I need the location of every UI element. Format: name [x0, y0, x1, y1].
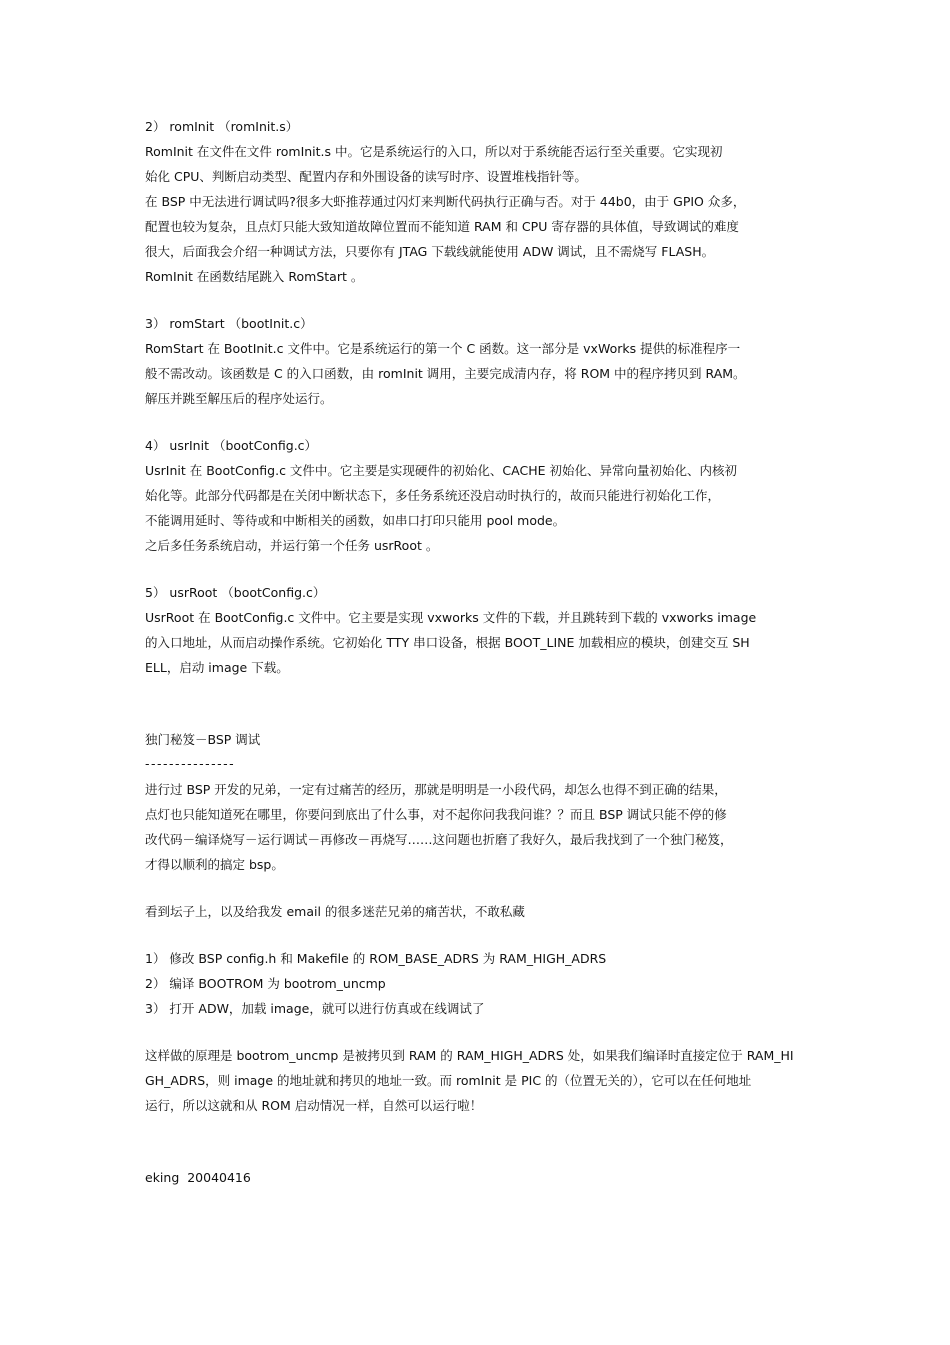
section-heading-usrroot: 5） usrRoot （bootConfig.c） [145, 585, 326, 600]
step-item: 2） 编译 BOOTROM 为 bootrom_uncmp [145, 976, 386, 991]
paragraph-line: UsrRoot 在 BootConfig.c 文件中。它主要是实现 vxworks 文件的下载，并且跳转到下载的 vxworks image [145, 610, 757, 625]
section-heading-rominit: 2） romInit （romInit.s） [145, 119, 299, 134]
section-title-secret: 独门秘笈－BSP 调试 [145, 732, 261, 747]
paragraph-line: 始化 CPU、判断启动类型、配置内存和外围设备的读写时序、设置堆栈指针等。 [145, 169, 587, 184]
section-heading-usrinit: 4） usrInit （bootConfig.c） [145, 438, 318, 453]
paragraph-line: 配置也较为复杂，且点灯只能大致知道故障位置而不能知道 RAM 和 CPU 寄存器的具体值，导致调试的难度 [145, 219, 739, 234]
paragraph-line: UsrInit 在 BootConfig.c 文件中。它主要是实现硬件的初始化、CACHE 初始化、异常向量初始化、内核初 [145, 463, 737, 478]
paragraph-line: ELL，启动 image 下载。 [145, 660, 289, 675]
paragraph-line: 在 BSP 中无法进行调试吗?很多大虾推荐通过闪灯来判断代码执行正确与否。对于 44b0，由于 GPIO 众多， [145, 194, 746, 209]
paragraph-line: 点灯也只能知道死在哪里，你要问到底出了什么事，对不起你问我我问谁？？而且 BSP 调试只能不停的修 [145, 807, 727, 822]
paragraph-line: 这样做的原理是 bootrom_uncmp 是被拷贝到 RAM 的 RAM_HIGH_ADRS 处，如果我们编译时直接定位于 RAM_HI [145, 1048, 794, 1063]
section-heading-romstart: 3） romStart （bootInit.c） [145, 316, 313, 331]
paragraph-line: GH_ADRS，则 image 的地址就和拷贝的地址一致。而 romInit 是 PIC 的（位置无关的），它可以在任何地址 [145, 1073, 752, 1088]
paragraph-line: 之后多任务系统启动，并运行第一个任务 usrRoot 。 [145, 538, 439, 553]
paragraph-line: 才得以顺利的搞定 bsp。 [145, 857, 284, 872]
paragraph-line: 解压并跳至解压后的程序处运行。 [145, 391, 333, 406]
signature: eking 20040416 [145, 1170, 251, 1185]
title-rule: --------------- [145, 756, 236, 771]
step-item: 1） 修改 BSP config.h 和 Makefile 的 ROM_BASE_ADRS 为 RAM_HIGH_ADRS [145, 951, 607, 966]
step-item: 3） 打开 ADW，加载 image，就可以进行仿真或在线调试了 [145, 1001, 485, 1016]
paragraph-line: 般不需改动。该函数是 C 的入口函数，由 romInit 调用，主要完成清内存，将 ROM 中的程序拷贝到 RAM。 [145, 366, 746, 381]
paragraph-line: 不能调用延时、等待或和中断相关的函数，如串口打印只能用 pool mode。 [145, 513, 566, 528]
paragraph-line: 始化等。此部分代码都是在关闭中断状态下，多任务系统还没启动时执行的，故而只能进行初始化工作， [145, 488, 721, 503]
paragraph-line: RomInit 在文件在文件 romInit.s 中。它是系统运行的入口，所以对于系统能否运行至关重要。它实现初 [145, 144, 723, 159]
paragraph-line: 的入口地址，从而启动操作系统。它初始化 TTY 串口设备，根据 BOOT_LINE 加载相应的模块，创建交互 SH [145, 635, 750, 650]
intro-line: 看到坛子上，以及给我发 email 的很多迷茫兄弟的痛苦状，不敢私藏 [145, 904, 525, 919]
paragraph-line: RomInit 在函数结尾跳入 RomStart 。 [145, 269, 364, 284]
paragraph-line: 改代码－编译烧写－运行调试－再修改－再烧写……这问题也折磨了我好久，最后我找到了一个独门秘笈， [145, 832, 733, 847]
paragraph-line: 运行，所以这就和从 ROM 启动情况一样，自然可以运行啦！ [145, 1098, 483, 1113]
paragraph-line: 很大，后面我会介绍一种调试方法，只要你有 JTAG 下载线就能使用 ADW 调试，且不需烧写 FLASH。 [145, 244, 715, 259]
paragraph-line: RomStart 在 BootInit.c 文件中。它是系统运行的第一个 C 函数。这一部分是 vxWorks 提供的标准程序一 [145, 341, 741, 356]
paragraph-line: 进行过 BSP 开发的兄弟，一定有过痛苦的经历，那就是明明是一小段代码，却怎么也得不到正确的结果， [145, 782, 727, 797]
